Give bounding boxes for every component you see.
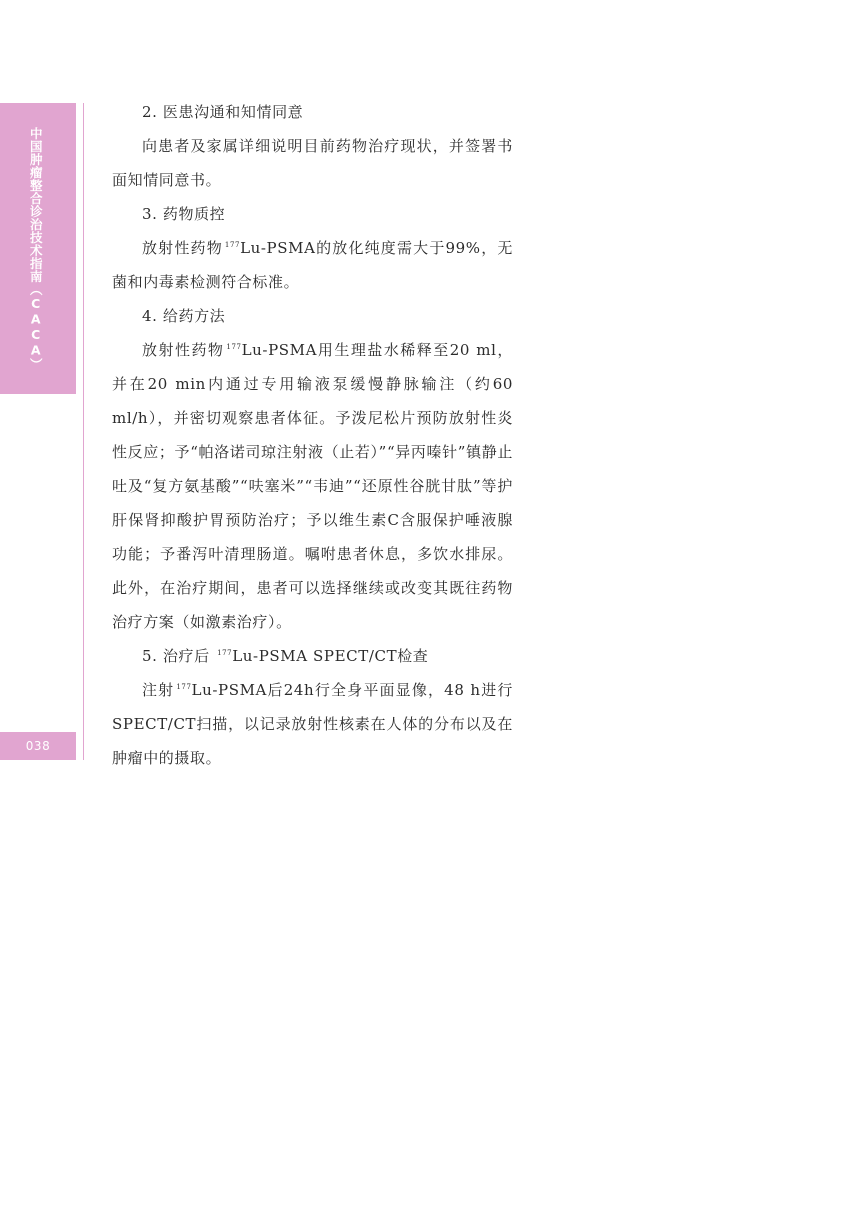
section-heading: 3. 药物质控 xyxy=(142,205,226,223)
isotope-superscript: 177 xyxy=(226,343,242,351)
paragraph-text: 放射性药物 xyxy=(142,239,223,257)
margin-rule xyxy=(83,103,84,760)
sidebar-title: 中国肿瘤整合诊治技术指南（CACA） xyxy=(28,126,44,371)
page-number: 038 xyxy=(25,739,51,753)
paragraph-text: Lu-PSMA后24h行全身平面显像，48 h进行SPECT/CT扫描，以记录放射性核素在人体的分布以及在肿瘤中的摄取。 xyxy=(112,681,514,767)
isotope-superscript: 177 xyxy=(217,649,233,657)
heading-text: 5. 治疗后 xyxy=(142,647,216,665)
section-heading xyxy=(112,639,513,673)
paragraph-text: 放射性药物 xyxy=(142,341,225,359)
section-paragraph xyxy=(112,673,513,775)
heading-text: Lu-PSMA SPECT/CT检查 xyxy=(232,647,429,665)
section-paragraph: 向患者及家属详细说明目前药物治疗现状，并签署书面知情同意书。 xyxy=(112,137,513,189)
isotope-superscript: 177 xyxy=(224,241,241,249)
paragraph-text: Lu-PSMA用生理盐水稀释至20 ml，并在20 min内通过专用输液泵缓慢静脉输注（约60 ml/h），并密切观察患者体征。予泼尼松片预防放射性炎性反应；予“帕洛诺司琼注射液（止若）”“异丙嗪针”镇静止吐及“复方氨基酸”“呋塞米”“韦迪”“还原性谷胱甘肽”等护肝保肾抑酸护胃预防治疗；予以维生素C含服保护唾液腺功能；予番泻叶清理肠道。嘱咐患者休息，多饮水排尿。此外，在治疗期间，患者可以选择继续或改变其既往药物治疗方案（如激素治疗）。 xyxy=(112,341,513,631)
section-paragraph xyxy=(112,231,513,299)
paragraph-text: 注射 xyxy=(142,681,175,699)
sidebar-title-tab xyxy=(0,103,76,394)
document-body xyxy=(112,95,513,775)
isotope-superscript: 177 xyxy=(176,683,192,691)
section-heading: 4. 给药方法 xyxy=(142,307,226,325)
paragraph-text: Lu-PSMA的放化纯度需大于99%，无菌和内毒素检测符合标准。 xyxy=(112,239,513,291)
section-paragraph xyxy=(112,333,513,639)
section-heading: 2. 医患沟通和知情同意 xyxy=(142,103,304,121)
page-number-tab xyxy=(0,732,76,760)
